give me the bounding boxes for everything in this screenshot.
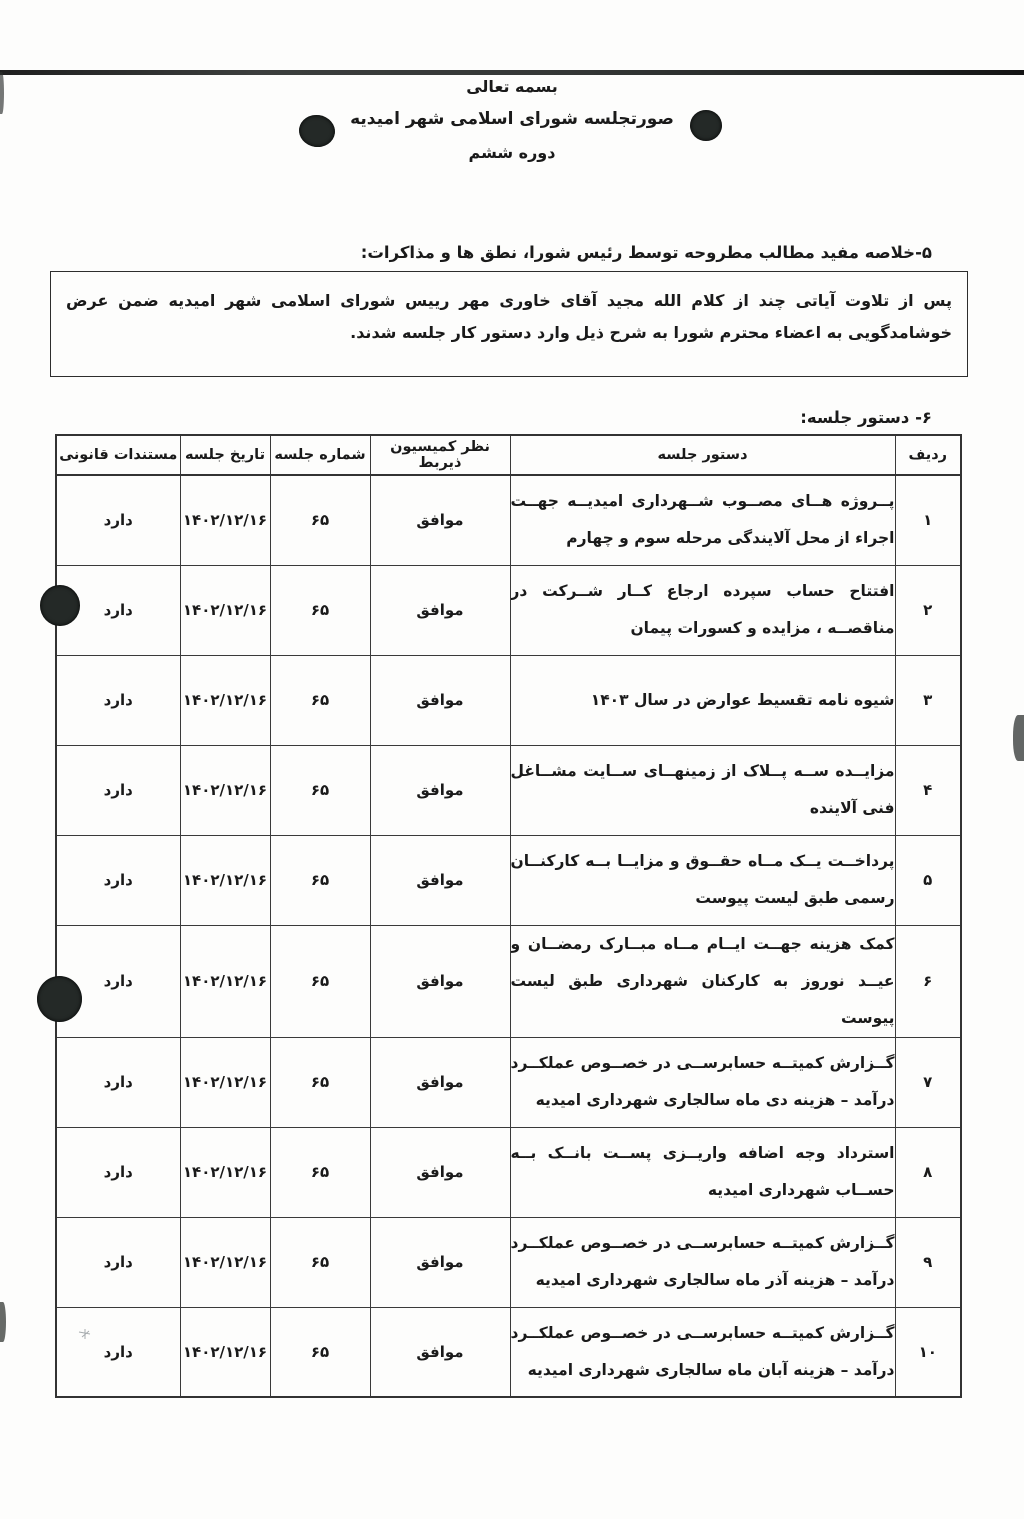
table-row (56, 1127, 961, 1217)
session-number: ۶۵ (270, 835, 370, 925)
session-date: ۱۴۰۲/۱۲/۱۶ (180, 835, 270, 925)
agenda-table-header-row (56, 435, 961, 475)
agenda-item-text: پرداخــت یــک مــاه حقــوق و مزایــا بــه کارکنــان رسمی طبق لیست پیوست (510, 835, 895, 925)
row-number: ۳ (895, 655, 961, 745)
table-row (56, 1307, 961, 1397)
bismillah-line: بسمه تعالی (466, 77, 558, 96)
table-row (56, 925, 961, 1037)
punch-hole-icon (40, 585, 80, 626)
table-row (56, 565, 961, 655)
legal-docs-status: دارد (56, 1307, 180, 1397)
commission-opinion: موافق (370, 475, 510, 565)
session-number: ۶۵ (270, 745, 370, 835)
session-date: ۱۴۰۲/۱۲/۱۶ (180, 475, 270, 565)
column-header-session-date: تاریخ جلسه (180, 435, 270, 475)
row-number: ۴ (895, 745, 961, 835)
table-row (56, 475, 961, 565)
commission-opinion: موافق (370, 1127, 510, 1217)
section-5-heading: ۵-خلاصه مفید مطالب مطروحه توسط رئیس شورا، نطق ها و مذاکرات: (360, 243, 932, 262)
agenda-item-text: گــزارش کمیتــه حسابرســی در خصــوص عملکــرد درآمد – هزینه آبان ماه سالجاری شهرداری امیدیه (510, 1307, 895, 1397)
session-number: ۶۵ (270, 565, 370, 655)
commission-opinion: موافق (370, 655, 510, 745)
column-header-legal-docs: مستندات قانونی (56, 435, 180, 475)
session-date: ۱۴۰۲/۱۲/۱۶ (180, 1127, 270, 1217)
legal-docs-status: دارد (56, 565, 180, 655)
legal-docs-status: دارد (56, 745, 180, 835)
scan-edge-artifact-top (0, 70, 1024, 75)
punch-hole-icon (37, 976, 82, 1022)
session-date: ۱۴۰۲/۱۲/۱۶ (180, 1217, 270, 1307)
commission-opinion: موافق (370, 835, 510, 925)
legal-docs-status: دارد (56, 1037, 180, 1127)
council-term: دوره ششم (468, 143, 556, 162)
legal-docs-status: دارد (56, 925, 180, 1037)
session-number: ۶۵ (270, 655, 370, 745)
scanned-document-page (0, 70, 1024, 1519)
commission-opinion: موافق (370, 1307, 510, 1397)
session-number: ۶۵ (270, 1037, 370, 1127)
session-number: ۶۵ (270, 925, 370, 1037)
session-number: ۶۵ (270, 1127, 370, 1217)
commission-opinion: موافق (370, 1037, 510, 1127)
session-date: ۱۴۰۲/۱۲/۱۶ (180, 565, 270, 655)
session-date: ۱۴۰۲/۱۲/۱۶ (180, 745, 270, 835)
agenda-item-text: کمک هزینه جهــت ایــام مــاه مبــارک رمضــان و عیــد نوروز به کارکنان شهرداری طبق لیست پیوست (510, 925, 895, 1037)
table-row (56, 655, 961, 745)
legal-docs-status: دارد (56, 655, 180, 745)
session-date: ۱۴۰۲/۱۲/۱۶ (180, 655, 270, 745)
scan-edge-artifact-left-top (0, 72, 4, 114)
section-5-summary-box: پس از تلاوت آیاتی چند از کلام الله مجید آقای خاوری مهر رییس شورای اسلامی شهر امیدیه ضمن عرض خوشامدگویی به اعضاء محترم شورا به شرح ذیل وارد دستور کار جلسه شدند. (50, 271, 968, 377)
table-row (56, 835, 961, 925)
agenda-item-text: استرداد وجه اضافه واریــزی پســت بانــک بــه حســاب شهرداری امیدیه (510, 1127, 895, 1217)
agenda-table (55, 434, 962, 1398)
agenda-item-text: گــزارش کمیتــه حسابرســی در خصــوص عملکــرد درآمد – هزینه آذر ماه سالجاری شهرداری امیدیه (510, 1217, 895, 1307)
column-header-row-no: ردیف (895, 435, 961, 475)
pen-mark-icon (76, 1326, 96, 1342)
row-number: ۵ (895, 835, 961, 925)
session-date: ۱۴۰۲/۱۲/۱۶ (180, 925, 270, 1037)
document-title: صورتجلسه شورای اسلامی شهر امیدیه (350, 109, 674, 129)
commission-opinion: موافق (370, 565, 510, 655)
session-number: ۶۵ (270, 475, 370, 565)
session-date: ۱۴۰۲/۱۲/۱۶ (180, 1307, 270, 1397)
column-header-agenda: دستور جلسه (510, 435, 895, 475)
row-number: ۱ (895, 475, 961, 565)
section-6-heading: ۶- دستور جلسه: (800, 408, 932, 427)
table-row (56, 1217, 961, 1307)
commission-opinion: موافق (370, 1217, 510, 1307)
session-number: ۶۵ (270, 1217, 370, 1307)
row-number: ۸ (895, 1127, 961, 1217)
session-number: ۶۵ (270, 1307, 370, 1397)
commission-opinion: موافق (370, 745, 510, 835)
legal-docs-status: دارد (56, 1127, 180, 1217)
agenda-item-text: شیوه نامه تقسیط عوارض در سال ۱۴۰۳ (510, 655, 895, 745)
row-number: ۲ (895, 565, 961, 655)
agenda-item-text: گــزارش کمیتــه حسابرســی در خصــوص عملکــرد درآمد – هزینه دی ماه سالجاری شهرداری امیدیه (510, 1037, 895, 1127)
row-number: ۶ (895, 925, 961, 1037)
scan-edge-artifact-left-bottom (0, 1302, 6, 1342)
column-header-session-no: شماره جلسه (270, 435, 370, 475)
table-row (56, 1037, 961, 1127)
row-number: ۷ (895, 1037, 961, 1127)
row-number: ۱۰ (895, 1307, 961, 1397)
agenda-item-text: پــروژه هــای مصــوب شــهرداری امیدیــه جهــت اجراء از محل آلایندگی مرحله سوم و چهارم (510, 475, 895, 565)
commission-opinion: موافق (370, 925, 510, 1037)
document-header (0, 70, 1024, 169)
session-date: ۱۴۰۲/۱۲/۱۶ (180, 1037, 270, 1127)
scan-edge-artifact-right (1013, 715, 1024, 761)
legal-docs-status: دارد (56, 835, 180, 925)
row-number: ۹ (895, 1217, 961, 1307)
legal-docs-status: دارد (56, 475, 180, 565)
legal-docs-status: دارد (56, 1217, 180, 1307)
table-row (56, 745, 961, 835)
agenda-item-text: افتتاح حساب سپرده ارجاع کــار شــرکت در مناقصــه ، مزایده و کسورات پیمان (510, 565, 895, 655)
punch-hole-icon (690, 110, 722, 141)
column-header-commission-opinion: نظر کمیسیون ذیربط (370, 435, 510, 475)
agenda-item-text: مزایــده ســه پــلاک از زمینهــای ســایت مشــاغل فنی آلاینده (510, 745, 895, 835)
